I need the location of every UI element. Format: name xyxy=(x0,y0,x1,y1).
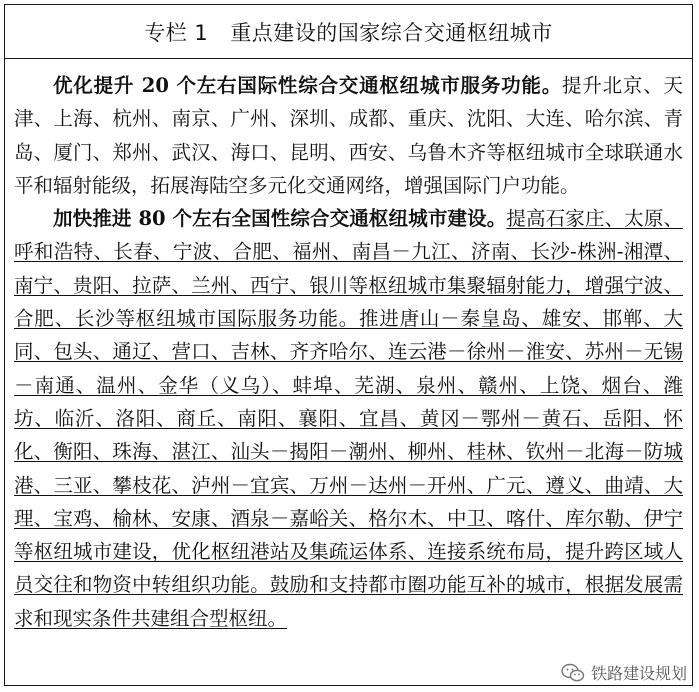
box-title: 重点建设的国家综合交通枢纽城市 xyxy=(230,20,553,45)
box-content xyxy=(5,59,692,635)
paragraph-lead: 加快推进 80 个左右全国性综合交通枢纽城市建设。 xyxy=(53,207,507,231)
wechat-icon xyxy=(561,663,585,683)
watermark xyxy=(557,661,691,684)
box-label: 专栏 1 xyxy=(144,20,209,45)
box-title-bar xyxy=(5,5,692,59)
paragraph-lead: 优化提升 20 个左右国际性综合交通枢纽城市服务功能。 xyxy=(53,74,563,97)
paragraph-body: 提高石家庄、太原、呼和浩特、长春、宁波、合肥、福州、南昌－九江、济南、长沙-株洲-湘潭、南宁、贵阳、拉萨、兰州、西宁、银川等枢纽城市集聚辐射能力，增强宁波、合肥、长沙等枢纽城市国际服务功能。推进唐山－秦皇岛、雄安、邯郸、大同、包头、通辽、营口、吉林、齐齐哈尔、连云港－徐州－淮安、苏州－无锡－南通、温州、金华（义乌）、蚌埠、芜湖、泉州、赣州、上饶、烟台、潍坊、临沂、洛阳、商丘、南阳、襄阳、宜昌、黄冈－鄂州－黄石、岳阳、怀化、衡阳、珠海、湛江、汕头－揭阳－潮州、柳州、桂林、钦州－北海－防城港、三亚、攀枝花、泸州－宜宾、万州－达州－开州、广元、遵义、曲靖、大理、宝鸡、榆林、安康、酒泉－嘉峪关、格尔木、中卫、喀什、库尔勒、伊宁等枢纽城市建设，优化枢纽港站及集疏运体系、连接系统布局，提升跨区域人员交往和物资中转组织功能。鼓励和支持都市圈功能互补的城市，根据发展需求和现实条件共建组合型枢纽。 xyxy=(14,207,683,630)
watermark-text: 铁路建设规划 xyxy=(590,664,687,683)
feature-box xyxy=(4,4,693,686)
paragraph-body: 提升北京、天津、上海、杭州、南京、广州、深圳、成都、重庆、沈阳、大连、哈尔滨、青岛、厦门、郑州、武汉、海口、昆明、西安、乌鲁木齐等枢纽城市全球联通水平和辐射能级，拓展海陆空多元化交通网络，增强国际门户功能。 xyxy=(14,74,683,197)
paragraph-national-hubs xyxy=(14,202,683,635)
paragraph-international-hubs xyxy=(14,69,683,202)
